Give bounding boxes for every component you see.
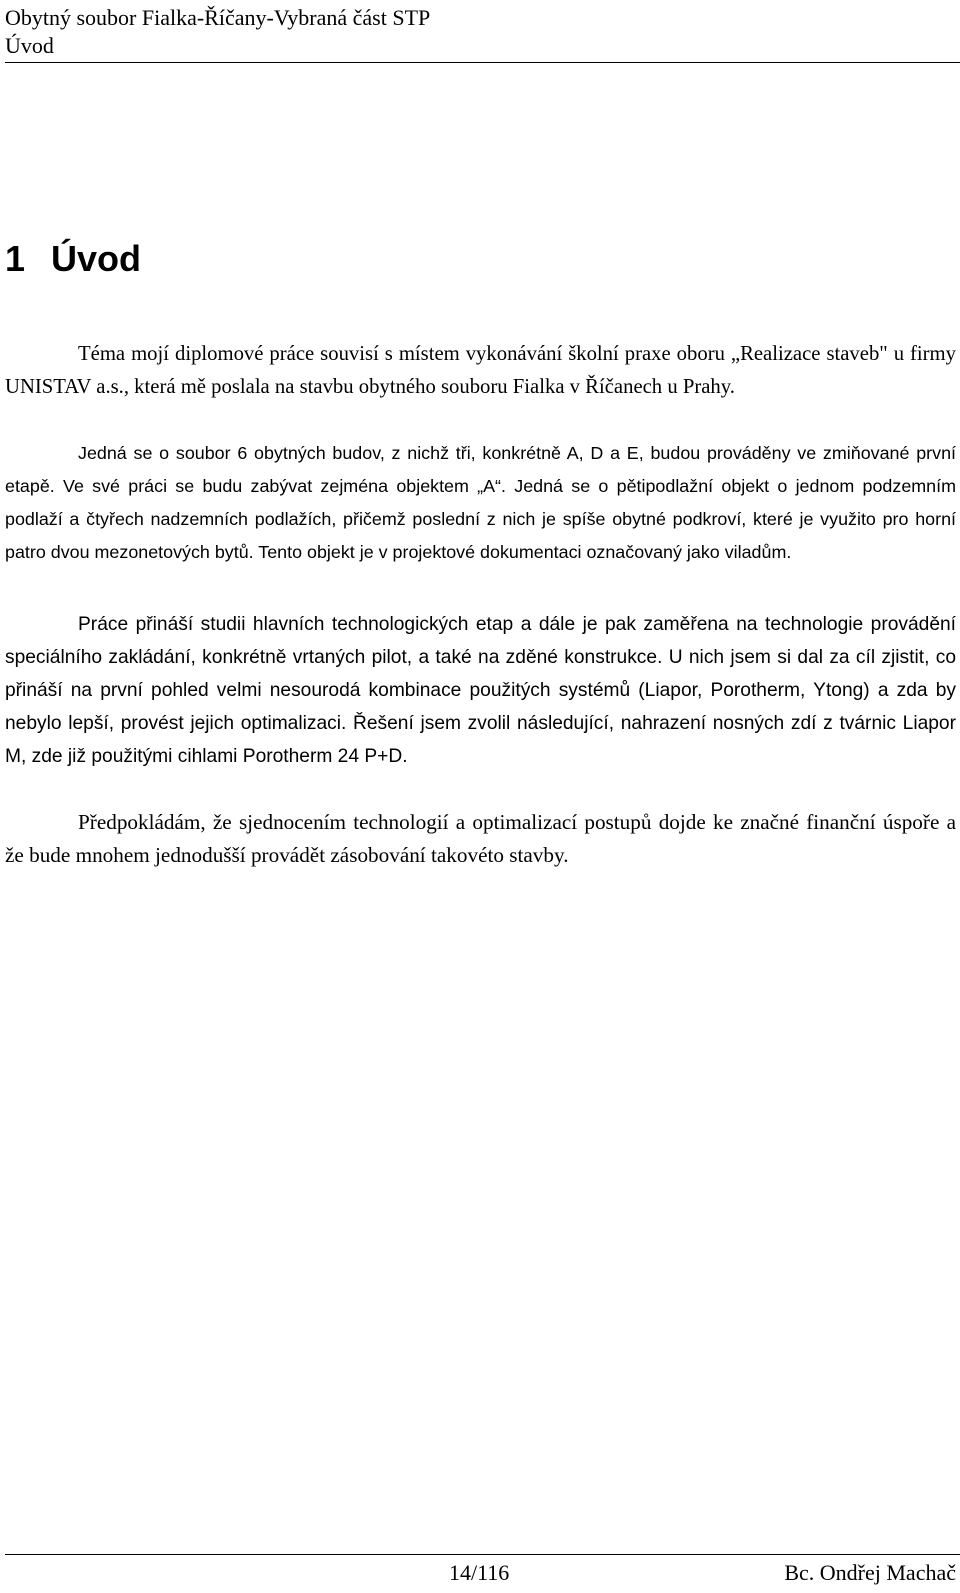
header-divider xyxy=(5,62,960,63)
author-name: Bc. Ondřej Machač xyxy=(784,1560,956,1585)
header-document-title: Obytný soubor Fialka-Říčany-Vybraná část STP xyxy=(5,5,431,30)
paragraph-text: Předpokládám, že sjednocením technologií a optimalizací postupů dojde ke značné finanční úspoře a že bude mnohem jednodušší provádět zásobování takovéto stavby. xyxy=(5,810,956,867)
header-section-name: Úvod xyxy=(5,33,54,58)
chapter-heading xyxy=(5,234,141,284)
paragraph-text: Práce přináší studii hlavních technologických etap a dále je pak zaměřena na technologie provádění speciálního zakládání, konkrétně vrtaných pilot, a také na zděné konstrukce. U nich jsem si dal za cíl zjistit, co přináší na první pohled velmi nesourodá kombinace použitých systémů (Liapor, Porotherm, Ytong) a zda by nebylo lepší, provést jejich optimalizaci. Řešení jsem zvolil následující, nahrazení nosných zdí z tvárnic Liapor M, zde již použitými cihlami Porotherm 24 P+D. xyxy=(5,614,956,767)
footer-divider xyxy=(5,1554,960,1555)
running-header xyxy=(5,4,959,60)
paragraph-text: Jedná se o soubor 6 obytných budov, z nichž tři, konkrétně A, D a E, budou prováděny ve zmiňované první etapě. Ve své práci se budu zabývat zejména objektem „A“. Jedná se o pětipodlažní objekt o jednom podzemním podlaží a čtyřech nadzemních podlažích, přičemž poslední z nich je spíše obytné podkroví, které je využito pro horní patro dvou mezonetových bytů. Tento objekt je v projektové dokumentaci označovaný jako viladům. xyxy=(5,443,956,562)
paragraph-1 xyxy=(5,338,956,404)
paragraph-2 xyxy=(5,437,956,569)
paragraph-4 xyxy=(5,806,956,872)
paragraph-3 xyxy=(5,608,956,773)
chapter-number: 1 xyxy=(5,238,26,279)
page-number: 14/116 xyxy=(449,1560,510,1585)
paragraph-text: Téma mojí diplomové práce souvisí s místem vykonávání školní praxe oboru „Realizace staveb" u firmy UNISTAV a.s., která mě poslala na stavbu obytného souboru Fialka v Říčanech u Prahy. xyxy=(5,343,956,398)
chapter-title: Úvod xyxy=(51,238,141,279)
